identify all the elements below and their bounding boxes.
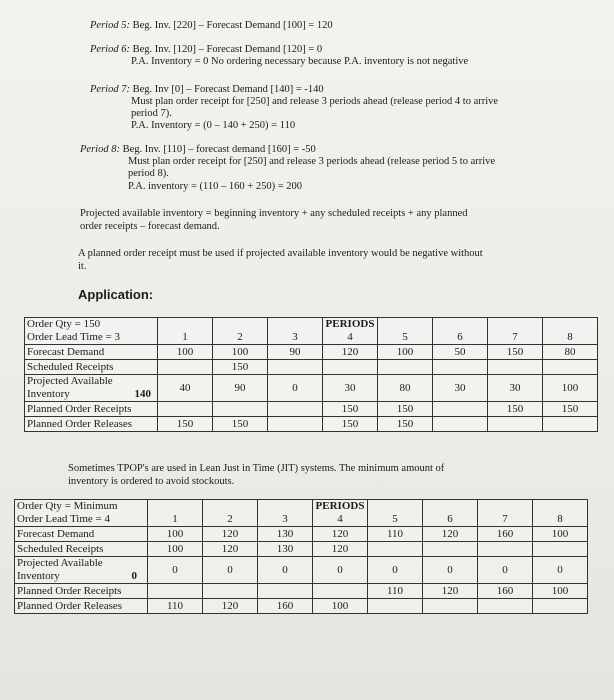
table-cell: 0	[368, 557, 423, 584]
table-cell	[543, 360, 598, 375]
table-cell: 30	[323, 375, 378, 402]
table1-row-projected	[25, 375, 598, 402]
table2-period-3: 3	[258, 500, 313, 527]
table-cell: 120	[203, 527, 258, 542]
period-8-line	[80, 144, 316, 156]
table2-row-projected	[15, 557, 588, 584]
table1-periods-title: PERIODS	[325, 318, 375, 330]
table-cell: 100	[158, 345, 213, 360]
table-cell: 150	[158, 417, 213, 432]
table1-order-qty: Order Qty = 150	[27, 318, 101, 330]
period-6-text: Beg. Inv. [120] – Forecast Demand [120] = 0	[132, 44, 323, 55]
table-cell: 0	[478, 557, 533, 584]
table2-row-scheduled	[15, 542, 588, 557]
table-cell: 100	[148, 527, 203, 542]
table-cell	[368, 599, 423, 614]
table-cell	[543, 417, 598, 432]
table-cell: 150	[543, 402, 598, 417]
table-cell: 120	[313, 527, 368, 542]
period-7-line2: Must plan order receipt for [250] and release 3 periods ahead (release period 4 to arrive	[131, 96, 499, 107]
table-cell: 120	[203, 599, 258, 614]
table-cell: 0	[533, 557, 588, 584]
table2-period-8: 8	[533, 500, 588, 527]
table-cell: 0	[148, 557, 203, 584]
table-cell: 150	[213, 417, 268, 432]
table1-lead-time: Order Lead Time = 3	[27, 331, 120, 343]
period-7-line3: period 7).	[131, 108, 172, 119]
table-cell: 100	[213, 345, 268, 360]
table2-period-1: 1	[148, 500, 203, 527]
table-cell: 120	[323, 345, 378, 360]
table2-row-releases	[15, 599, 588, 614]
table-cell: 100	[313, 599, 368, 614]
table1-start-inventory: 140	[134, 388, 151, 400]
table-cell: 150	[488, 345, 543, 360]
table-cell: 0	[313, 557, 368, 584]
table2-period-6: 6	[423, 500, 478, 527]
table2-lead-time: Order Lead Time = 4	[17, 513, 110, 525]
table1-period-5: 5	[378, 318, 433, 345]
tpop-line2: inventory is ordered to avoid stockouts.	[68, 476, 235, 487]
table-cell	[433, 360, 488, 375]
table1-period-7: 7	[488, 318, 543, 345]
table-cell: 130	[258, 542, 313, 557]
table-cell: 100	[533, 527, 588, 542]
table-cell: 150	[323, 402, 378, 417]
table-cell: 0	[258, 557, 313, 584]
table-cell	[368, 542, 423, 557]
table-cell	[533, 542, 588, 557]
table-cell: 0	[423, 557, 478, 584]
table1-row-scheduled	[25, 360, 598, 375]
table1-period-6: 6	[433, 318, 488, 345]
period-8-label: Period 8:	[80, 144, 120, 155]
table1-params	[25, 318, 158, 345]
table-cell	[268, 402, 323, 417]
table-cell	[158, 360, 213, 375]
table-cell: 90	[268, 345, 323, 360]
period-6-label: Period 6:	[90, 44, 130, 55]
period-8-line4: P.A. inventory = (110 – 160 + 250) = 200	[128, 181, 302, 192]
table-cell	[433, 402, 488, 417]
table-cell	[478, 599, 533, 614]
table2-header-row	[15, 500, 588, 527]
table2-forecast-label: Forecast Demand	[15, 527, 148, 542]
table-cell: 30	[433, 375, 488, 402]
table1-row-releases	[25, 417, 598, 432]
table-cell	[258, 584, 313, 599]
table-cell	[423, 542, 478, 557]
table-cell	[488, 360, 543, 375]
period-8-line3: period 8).	[128, 168, 169, 179]
table2-row-forecast	[15, 527, 588, 542]
table-cell: 110	[368, 527, 423, 542]
table2-params	[15, 500, 148, 527]
table1-period-2: 2	[213, 318, 268, 345]
table-cell	[488, 417, 543, 432]
table2-period-7: 7	[478, 500, 533, 527]
table-cell: 160	[258, 599, 313, 614]
table-cell: 150	[378, 417, 433, 432]
table-cell: 80	[543, 345, 598, 360]
table-cell: 100	[543, 375, 598, 402]
table-cell	[478, 542, 533, 557]
table-cell	[158, 402, 213, 417]
table-cell	[268, 417, 323, 432]
table-cell: 120	[313, 542, 368, 557]
period-7-text: Beg. Inv [0] – Forecast Demand [140] = -140	[132, 84, 324, 95]
table2-period-2: 2	[203, 500, 258, 527]
projected-def-line1: Projected available inventory = beginning inventory + any scheduled receipts + any planned	[80, 208, 468, 219]
table2-order-qty: Order Qty = Minimum	[17, 500, 118, 512]
table-cell	[213, 402, 268, 417]
table-cell	[378, 360, 433, 375]
table-cell: 160	[478, 584, 533, 599]
table-cell: 150	[378, 402, 433, 417]
table1-releases-label: Planned Order Releases	[25, 417, 158, 432]
application-heading: Application:	[78, 287, 154, 302]
table-cell: 30	[488, 375, 543, 402]
table-cell: 120	[423, 584, 478, 599]
table2-periods-title: PERIODS	[315, 500, 365, 512]
table-cell: 100	[533, 584, 588, 599]
table1-forecast-label: Forecast Demand	[25, 345, 158, 360]
mrp-table-1	[24, 317, 598, 432]
table1-period-4: PERIODS 4	[323, 318, 378, 345]
table-cell: 0	[268, 375, 323, 402]
period-6-line2: P.A. Inventory = 0 No ordering necessary because P.A. inventory is not negative	[131, 56, 469, 67]
table2-start-inventory: 0	[131, 570, 137, 582]
tpop-line1: Sometimes TPOP's are used in Lean Just in Time (JIT) systems. The minimum amount of	[68, 463, 445, 474]
period-7-line4: P.A. Inventory = (0 – 140 + 250) = 110	[131, 120, 296, 131]
table-cell: 130	[258, 527, 313, 542]
table-cell: 150	[488, 402, 543, 417]
planned-note-line1: A planned order receipt must be used if projected available inventory would be negative without	[78, 248, 483, 259]
period-5-label: Period 5:	[90, 20, 130, 31]
table2-period-5: 5	[368, 500, 423, 527]
table1-period-3: 3	[268, 318, 323, 345]
table-cell	[313, 584, 368, 599]
table1-receipts-label: Planned Order Receipts	[25, 402, 158, 417]
projected-def-line2: order receipts – forecast demand.	[80, 221, 220, 232]
table-cell: 0	[203, 557, 258, 584]
table1-row-forecast	[25, 345, 598, 360]
table-cell	[203, 584, 258, 599]
table2-releases-label: Planned Order Releases	[15, 599, 148, 614]
table-cell	[148, 584, 203, 599]
planned-note-line2: it.	[78, 261, 87, 272]
period-7-line	[90, 84, 324, 96]
table-cell: 40	[158, 375, 213, 402]
table2-projected-label: Projected Available Inventory 0	[15, 557, 148, 584]
table2-row-receipts	[15, 584, 588, 599]
period-6-line	[90, 44, 322, 56]
table-cell: 100	[148, 542, 203, 557]
table-cell: 120	[423, 527, 478, 542]
table-cell	[533, 599, 588, 614]
period-8-line2: Must plan order receipt for [250] and release 3 periods ahead (release period 5 to arrive	[128, 156, 496, 167]
period-8-text: Beg. Inv. [110] – forecast demand [160] = -50	[122, 144, 316, 155]
table-cell	[433, 417, 488, 432]
table2-scheduled-label: Scheduled Receipts	[15, 542, 148, 557]
table-cell	[423, 599, 478, 614]
table1-period-1: 1	[158, 318, 213, 345]
mrp-table-2	[14, 499, 588, 614]
table-cell: 120	[203, 542, 258, 557]
period-5-text: Beg. Inv. [220] – Forecast Demand [100] = 120	[132, 20, 333, 31]
table2-receipts-label: Planned Order Receipts	[15, 584, 148, 599]
table-cell: 110	[368, 584, 423, 599]
table-cell: 90	[213, 375, 268, 402]
table1-projected-label: Projected Available Inventory 140	[25, 375, 158, 402]
table-cell: 150	[323, 417, 378, 432]
table-cell: 80	[378, 375, 433, 402]
period-7-label: Period 7:	[90, 84, 130, 95]
table-cell	[323, 360, 378, 375]
table-cell: 100	[378, 345, 433, 360]
table1-header-row	[25, 318, 598, 345]
table-cell	[268, 360, 323, 375]
table-cell: 110	[148, 599, 203, 614]
table-cell: 150	[213, 360, 268, 375]
period-5-line	[90, 20, 333, 32]
table1-period-8: 8	[543, 318, 598, 345]
table1-row-receipts	[25, 402, 598, 417]
table1-scheduled-label: Scheduled Receipts	[25, 360, 158, 375]
table-cell: 160	[478, 527, 533, 542]
table-cell: 50	[433, 345, 488, 360]
table2-period-4: PERIODS 4	[313, 500, 368, 527]
